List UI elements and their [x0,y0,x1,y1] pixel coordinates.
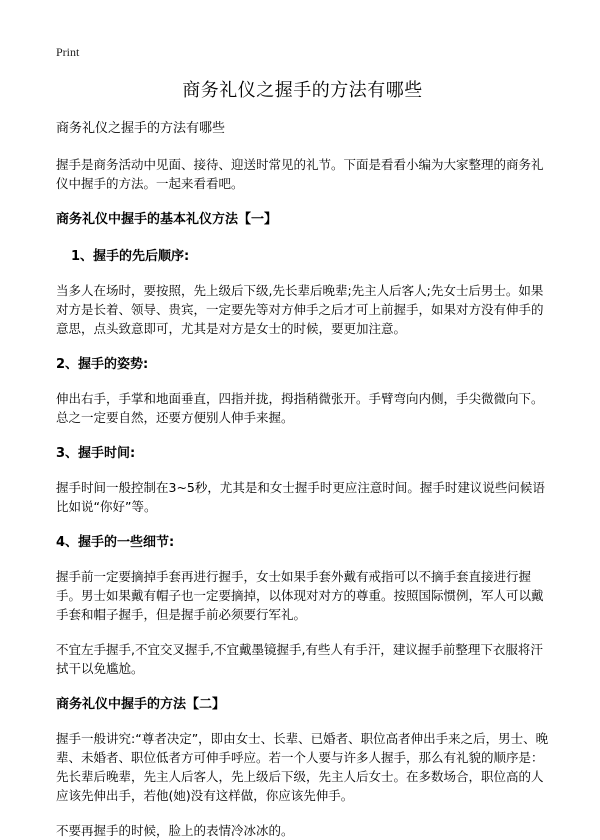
section2-heading: 商务礼仪中握手的方法【二】 [56,697,226,712]
print-link[interactable]: Print [56,45,80,59]
intro-paragraph: 握手是商务活动中见面、接待、迎送时常见的礼节。下面是看看小编为大家整理的商务礼仪中握手的方法。一起来看看吧。 [56,157,544,191]
item4-paragraph-2: 不宜左手握手,不宜交叉握手,不宜戴墨镜握手,有些人有手汗，建议握手前整理下衣服将汗拭干以免尴尬。 [56,642,543,676]
item4-heading: 4、握手的一些细节: [56,535,175,550]
section1-heading: 商务礼仪中握手的基本礼仪方法【一】 [56,212,278,227]
item2-paragraph: 伸出右手，手掌和地面垂直，四指并拢，拇指稍微张开。手臂弯向内侧，手尖微微向下。总之一定要自然，还要方便别人伸手来握。 [56,391,544,425]
item1-heading: 1、握手的先后顺序: [71,249,190,264]
section2-paragraph-2: 不要再握手的时候，脸上的表情冷冰冰的。 [56,823,294,838]
item3-heading: 3、握手时间: [56,446,136,461]
item2-heading: 2、握手的姿势: [56,357,149,372]
section2-paragraph-1: 握手一般讲究:“尊者决定”，即由女士、长辈、已婚者、职位高者伸出手来之后，男士、晚辈、未婚者、职位低者方可伸手呼应。若一个人要与许多人握手，那么有礼貌的顺序是：先长辈后晚辈，先主人后客人，先上级后下级，先主人后女士。在多数场合，职位高的人应该先伸出手，若他(她)没有这样做，你应该先伸手。 [56,731,549,803]
article-subtitle: 商务礼仪之握手的方法有哪些 [56,121,226,136]
page-title: 商务礼仪之握手的方法有哪些 [182,80,423,101]
item3-paragraph: 握手时间一般控制在3~5秒，尤其是和女士握手时更应注意时间。握手时建议说些问候语比如说“你好”等。 [56,480,545,514]
item1-paragraph: 当多人在场时，要按照，先上级后下级,先长辈后晚辈;先主人后客人;先女士后男士。如果对方是长着、领导、贵宾，一定要先等对方伸手之后才可上前握手，如果对方没有伸手的意思，点头致意即可，尤其是对方是女士的时候，要更加注意。 [56,283,544,336]
item4-paragraph-1: 握手前一定要摘掉手套再进行握手，女士如果手套外戴有戒指可以不摘手套直接进行握手。男士如果戴有帽子也一定要摘掉，以体现对对方的尊重。按照国际惯例，军人可以戴手套和帽子握手，但是握手前必须要行军礼。 [56,569,544,622]
